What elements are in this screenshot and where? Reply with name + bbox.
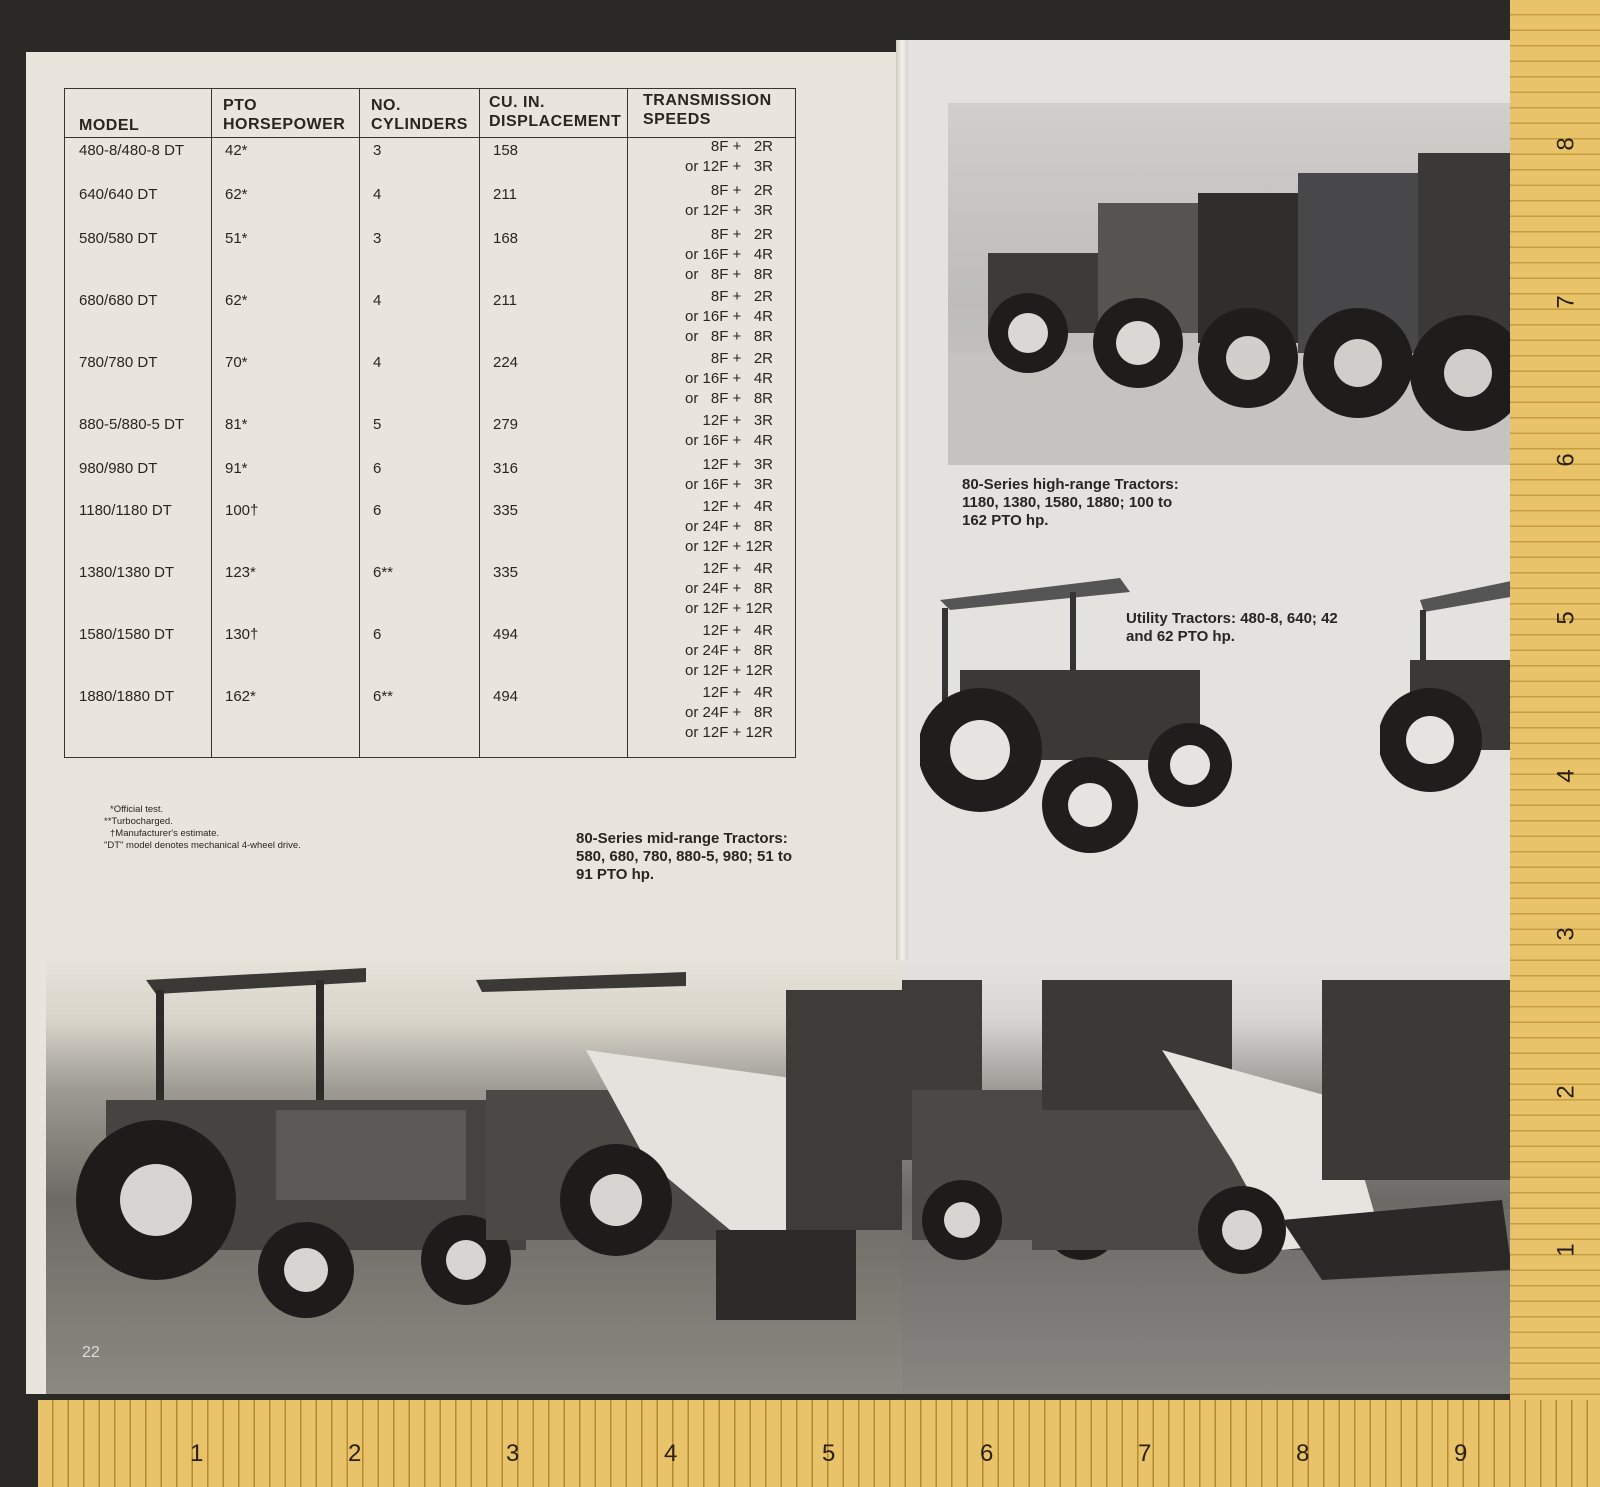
header-disp-1: CU. IN. [489,94,545,111]
ruler-bottom-label: 2 [348,1440,362,1467]
header-pto-1: PTO [223,97,258,114]
cell-cylinders: 6** [373,688,394,705]
cell-cylinders: 4 [373,354,382,371]
cell-transmission-line: 8F + 2R [710,138,773,155]
ruler-bottom-label: 8 [1296,1440,1310,1467]
cell-displacement: 158 [493,142,519,159]
header-trans-2: SPEEDS [643,111,711,128]
header-trans-1: TRANSMISSION [643,92,772,109]
footnote-2: **Turbocharged. [104,816,173,827]
header-pto-2: HORSEPOWER [223,116,346,133]
caption-utility: Utility Tractors: 480-8, 640; 42 and 62 PTO hp. [1126,610,1338,645]
ruler-bottom-label: 1 [190,1440,204,1467]
cell-transmission-line: or 12F + 12R [685,538,773,555]
utility-tractor-4wd-photo [1380,570,1516,810]
cell-displacement: 316 [493,460,519,477]
spec-table [64,88,796,758]
ruler-right-label: 6 [1552,453,1580,467]
ruler-bottom-label: 9 [1454,1440,1468,1467]
header-model: MODEL [79,117,140,134]
cell-model: 640/640 DT [79,186,158,203]
cell-transmission-line: 12F + 3R [702,456,773,473]
ruler-right-label: 7 [1552,295,1580,309]
cell-displacement: 211 [493,186,517,203]
cell-cylinders: 4 [373,186,382,203]
cell-transmission-line: or 16F + 4R [685,246,773,263]
cell-transmission-line: 12F + 4R [702,684,773,701]
ruler-bottom-label: 4 [664,1440,678,1467]
cell-transmission-line: or 16F + 4R [685,308,773,325]
ruler-right-label: 5 [1552,611,1580,625]
cell-transmission-line: 12F + 4R [702,560,773,577]
cell-transmission-line: 8F + 2R [710,182,773,199]
cell-model: 980/980 DT [79,460,158,477]
cell-transmission-line: or 12F + 12R [685,662,773,679]
cell-transmission-line: or 16F + 4R [685,432,773,449]
cell-transmission-line: or 12F + 12R [685,724,773,741]
cell-displacement: 335 [493,564,519,581]
cell-horsepower: 91* [225,460,248,477]
cell-transmission-line: or 12F + 3R [685,158,773,175]
ruler-bottom-label: 7 [1138,1440,1152,1467]
cell-cylinders: 5 [373,416,382,433]
cell-cylinders: 6 [373,626,382,643]
ruler-right-label: 4 [1552,769,1580,783]
cell-displacement: 494 [493,626,519,643]
cell-cylinders: 3 [373,142,382,159]
high-range-tractors-photo [948,103,1516,465]
ruler-bottom-label: 6 [980,1440,994,1467]
cell-cylinders: 6 [373,502,382,519]
ruler-bottom-label: 5 [822,1440,836,1467]
cell-cylinders: 4 [373,292,382,309]
ruler-right-label: 8 [1552,137,1580,151]
cell-transmission-line: or 16F + 3R [685,476,773,493]
cell-model: 1580/1580 DT [79,626,175,643]
cell-displacement: 211 [493,292,517,309]
cell-cylinders: 3 [373,230,382,247]
footnote-1: *Official test. [110,804,164,815]
cell-transmission-line: or 24F + 8R [685,518,773,535]
cell-transmission-line: 12F + 3R [702,412,773,429]
cell-transmission-line: 12F + 4R [702,622,773,639]
cell-transmission-line: 8F + 2R [710,226,773,243]
cell-horsepower: 100† [225,502,259,519]
cell-transmission-line: or 24F + 8R [685,580,773,597]
ruler-right-label: 2 [1552,1085,1580,1099]
cell-transmission-line: or 24F + 8R [685,704,773,721]
cell-transmission-line: or 8F + 8R [685,390,773,407]
cell-model: 1880/1880 DT [79,688,175,705]
page-number: 22 [82,1344,100,1361]
cell-transmission-line: or 16F + 4R [685,370,773,387]
cell-displacement: 494 [493,688,519,705]
cell-transmission-line: or 12F + 3R [685,202,773,219]
cell-horsepower: 62* [225,292,248,309]
cell-horsepower: 62* [225,186,248,203]
cell-transmission-line: or 12F + 12R [685,600,773,617]
cell-horsepower: 130† [225,626,259,643]
ruler-horizontal [38,1400,1600,1487]
cell-transmission-line: or 24F + 8R [685,642,773,659]
ruler-vertical [1510,0,1600,1400]
cell-transmission-line: 12F + 4R [702,498,773,515]
cell-model: 480-8/480-8 DT [79,142,185,159]
cell-transmission-line: 8F + 2R [710,350,773,367]
header-disp-2: DISPLACEMENT [489,113,622,130]
mid-range-tractors-cab-photo [902,960,1520,1394]
cell-transmission-line: or 8F + 8R [685,266,773,283]
cell-model: 1380/1380 DT [79,564,175,581]
footnote-3: †Manufacturer's estimate. [110,828,219,839]
cell-model: 680/680 DT [79,292,158,309]
header-cyl-2: CYLINDERS [371,116,468,133]
caption-high-range: 80-Series high-range Tractors: 1180, 1380, 1580, 1880; 100 to 162 PTO hp. [962,476,1179,529]
cell-model: 580/580 DT [79,230,158,247]
cell-horsepower: 81* [225,416,248,433]
cell-model: 1180/1180 DT [79,502,172,519]
cell-horsepower: 51* [225,230,248,247]
cell-displacement: 335 [493,502,519,519]
cell-model: 880-5/880-5 DT [79,416,185,433]
ruler-right-label: 3 [1552,927,1580,941]
cell-transmission-line: 8F + 2R [710,288,773,305]
ruler-right-label: 1 [1552,1243,1580,1257]
cell-cylinders: 6** [373,564,394,581]
utility-tractor-photo [920,570,1260,870]
caption-mid-range: 80-Series mid-range Tractors: 580, 680, 780, 880-5, 980; 51 to 91 PTO hp. [576,830,792,883]
cell-displacement: 224 [493,354,519,371]
cell-transmission-line: or 8F + 8R [685,328,773,345]
header-cyl-1: NO. [371,97,401,114]
cell-horsepower: 123* [225,564,256,581]
cell-horsepower: 70* [225,354,248,371]
cell-displacement: 168 [493,230,519,247]
mid-range-tractors-photo [46,960,902,1394]
cell-model: 780/780 DT [79,354,158,371]
cell-horsepower: 42* [225,142,248,159]
ruler-bottom-label: 3 [506,1440,520,1467]
cell-cylinders: 6 [373,460,382,477]
cell-horsepower: 162* [225,688,256,705]
cell-displacement: 279 [493,416,519,433]
footnote-4: "DT" model denotes mechanical 4-wheel drive. [104,840,301,851]
